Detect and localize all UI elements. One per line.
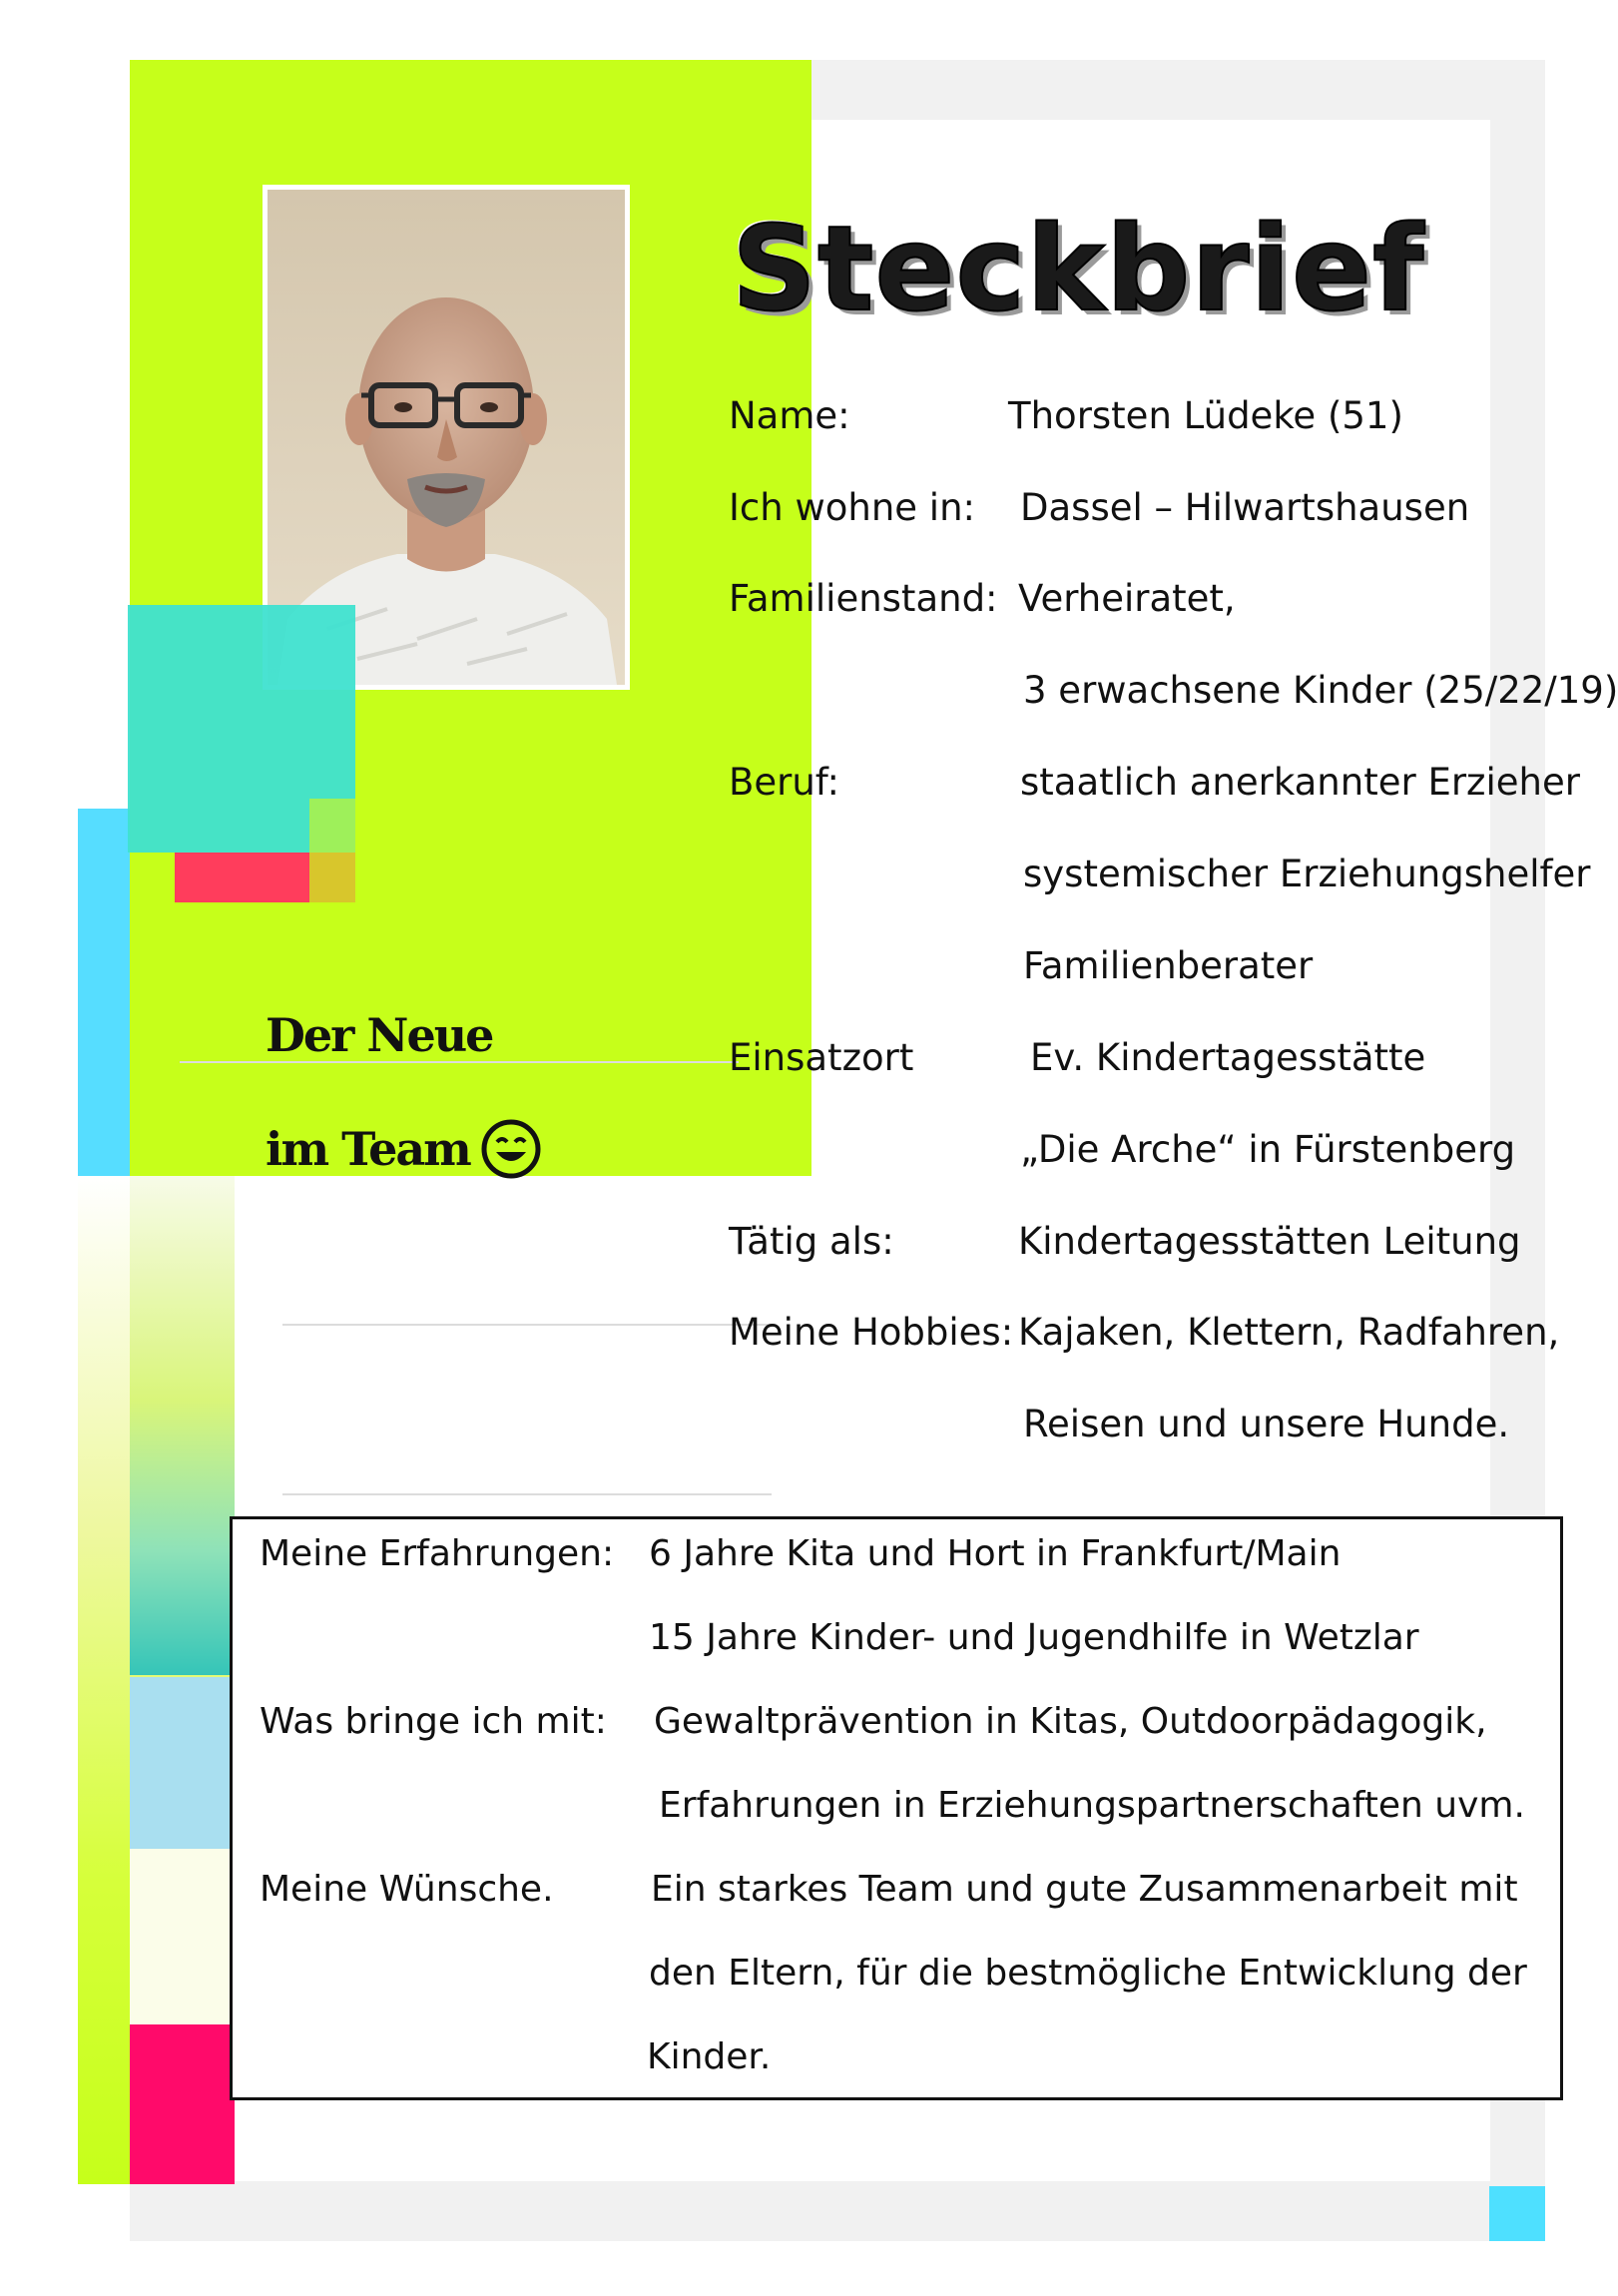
divider-line [282,1324,772,1326]
profile-value: systemischer Erziehungshelfer [1023,853,1591,895]
profile-label: Name: [729,394,850,437]
info-box-value: 6 Jahre Kita und Hort in Frankfurt/Main [649,1533,1342,1574]
profile-label: Meine Hobbies: [729,1311,1014,1354]
profile-value: Kajaken, Klettern, Radfahren, [1018,1311,1560,1354]
info-box-value: Kinder. [647,2036,772,2077]
smiley-icon [480,1118,542,1180]
profile-label: Ich wohne in: [729,486,975,529]
profile-label: Einsatzort [729,1036,914,1079]
decor-yellow-rect [309,853,355,902]
tagline-line-2-text: im Team [266,1122,470,1176]
profile-value: Familienberater [1023,944,1314,987]
divider-line [282,1493,772,1495]
info-box-value: Erfahrungen in Erziehungspartnerschaften uvm. [659,1785,1525,1826]
profile-label: Tätig als: [729,1220,894,1263]
info-box-label: Was bringe ich mit: [260,1701,607,1742]
profile-label: Familienstand: [729,577,998,620]
info-box-value: Ein starkes Team und gute Zusammenarbeit mit [651,1869,1518,1910]
profile-value: Thorsten Lüdeke (51) [1008,394,1403,437]
decor-green-rect [309,799,355,853]
profile-value: staatlich anerkannter Erzieher [1020,761,1580,804]
page-title: Steckbrief [732,200,1425,337]
profile-value: „Die Arche“ in Fürstenberg [1020,1128,1516,1171]
decor-red-rect [175,853,309,902]
decor-cyan-strip [78,809,130,1176]
profile-value: Reisen und unsere Hunde. [1023,1403,1510,1445]
info-box-value: den Eltern, für die bestmögliche Entwicklung der [649,1953,1527,1994]
decor-cyan-corner [1489,2186,1545,2241]
decor-pink-block [130,2024,235,2184]
profile-value: Verheiratet, [1018,577,1236,620]
decor-gradient-strip [130,1176,235,1675]
tagline-line-1: Der Neue [266,1008,493,1062]
info-box-value: Gewaltprävention in Kitas, Outdoorpädagogik, [654,1701,1487,1742]
profile-value: Kindertagesstätten Leitung [1018,1220,1521,1263]
profile-value: Ev. Kindertagesstätte [1030,1036,1426,1079]
decor-pale-blue-block [130,1677,235,1849]
info-box-value: 15 Jahre Kinder- und Jugendhilfe in Wetzlar [649,1617,1419,1658]
decor-cream-block [130,1849,235,2024]
profile-label: Beruf: [729,761,839,804]
profile-value: 3 erwachsene Kinder (25/22/19) [1023,669,1618,712]
info-box-label: Meine Erfahrungen: [260,1533,615,1574]
tagline-line-2 [266,1118,542,1180]
info-box-label: Meine Wünsche. [260,1869,554,1910]
profile-value: Dassel – Hilwartshausen [1020,486,1470,529]
